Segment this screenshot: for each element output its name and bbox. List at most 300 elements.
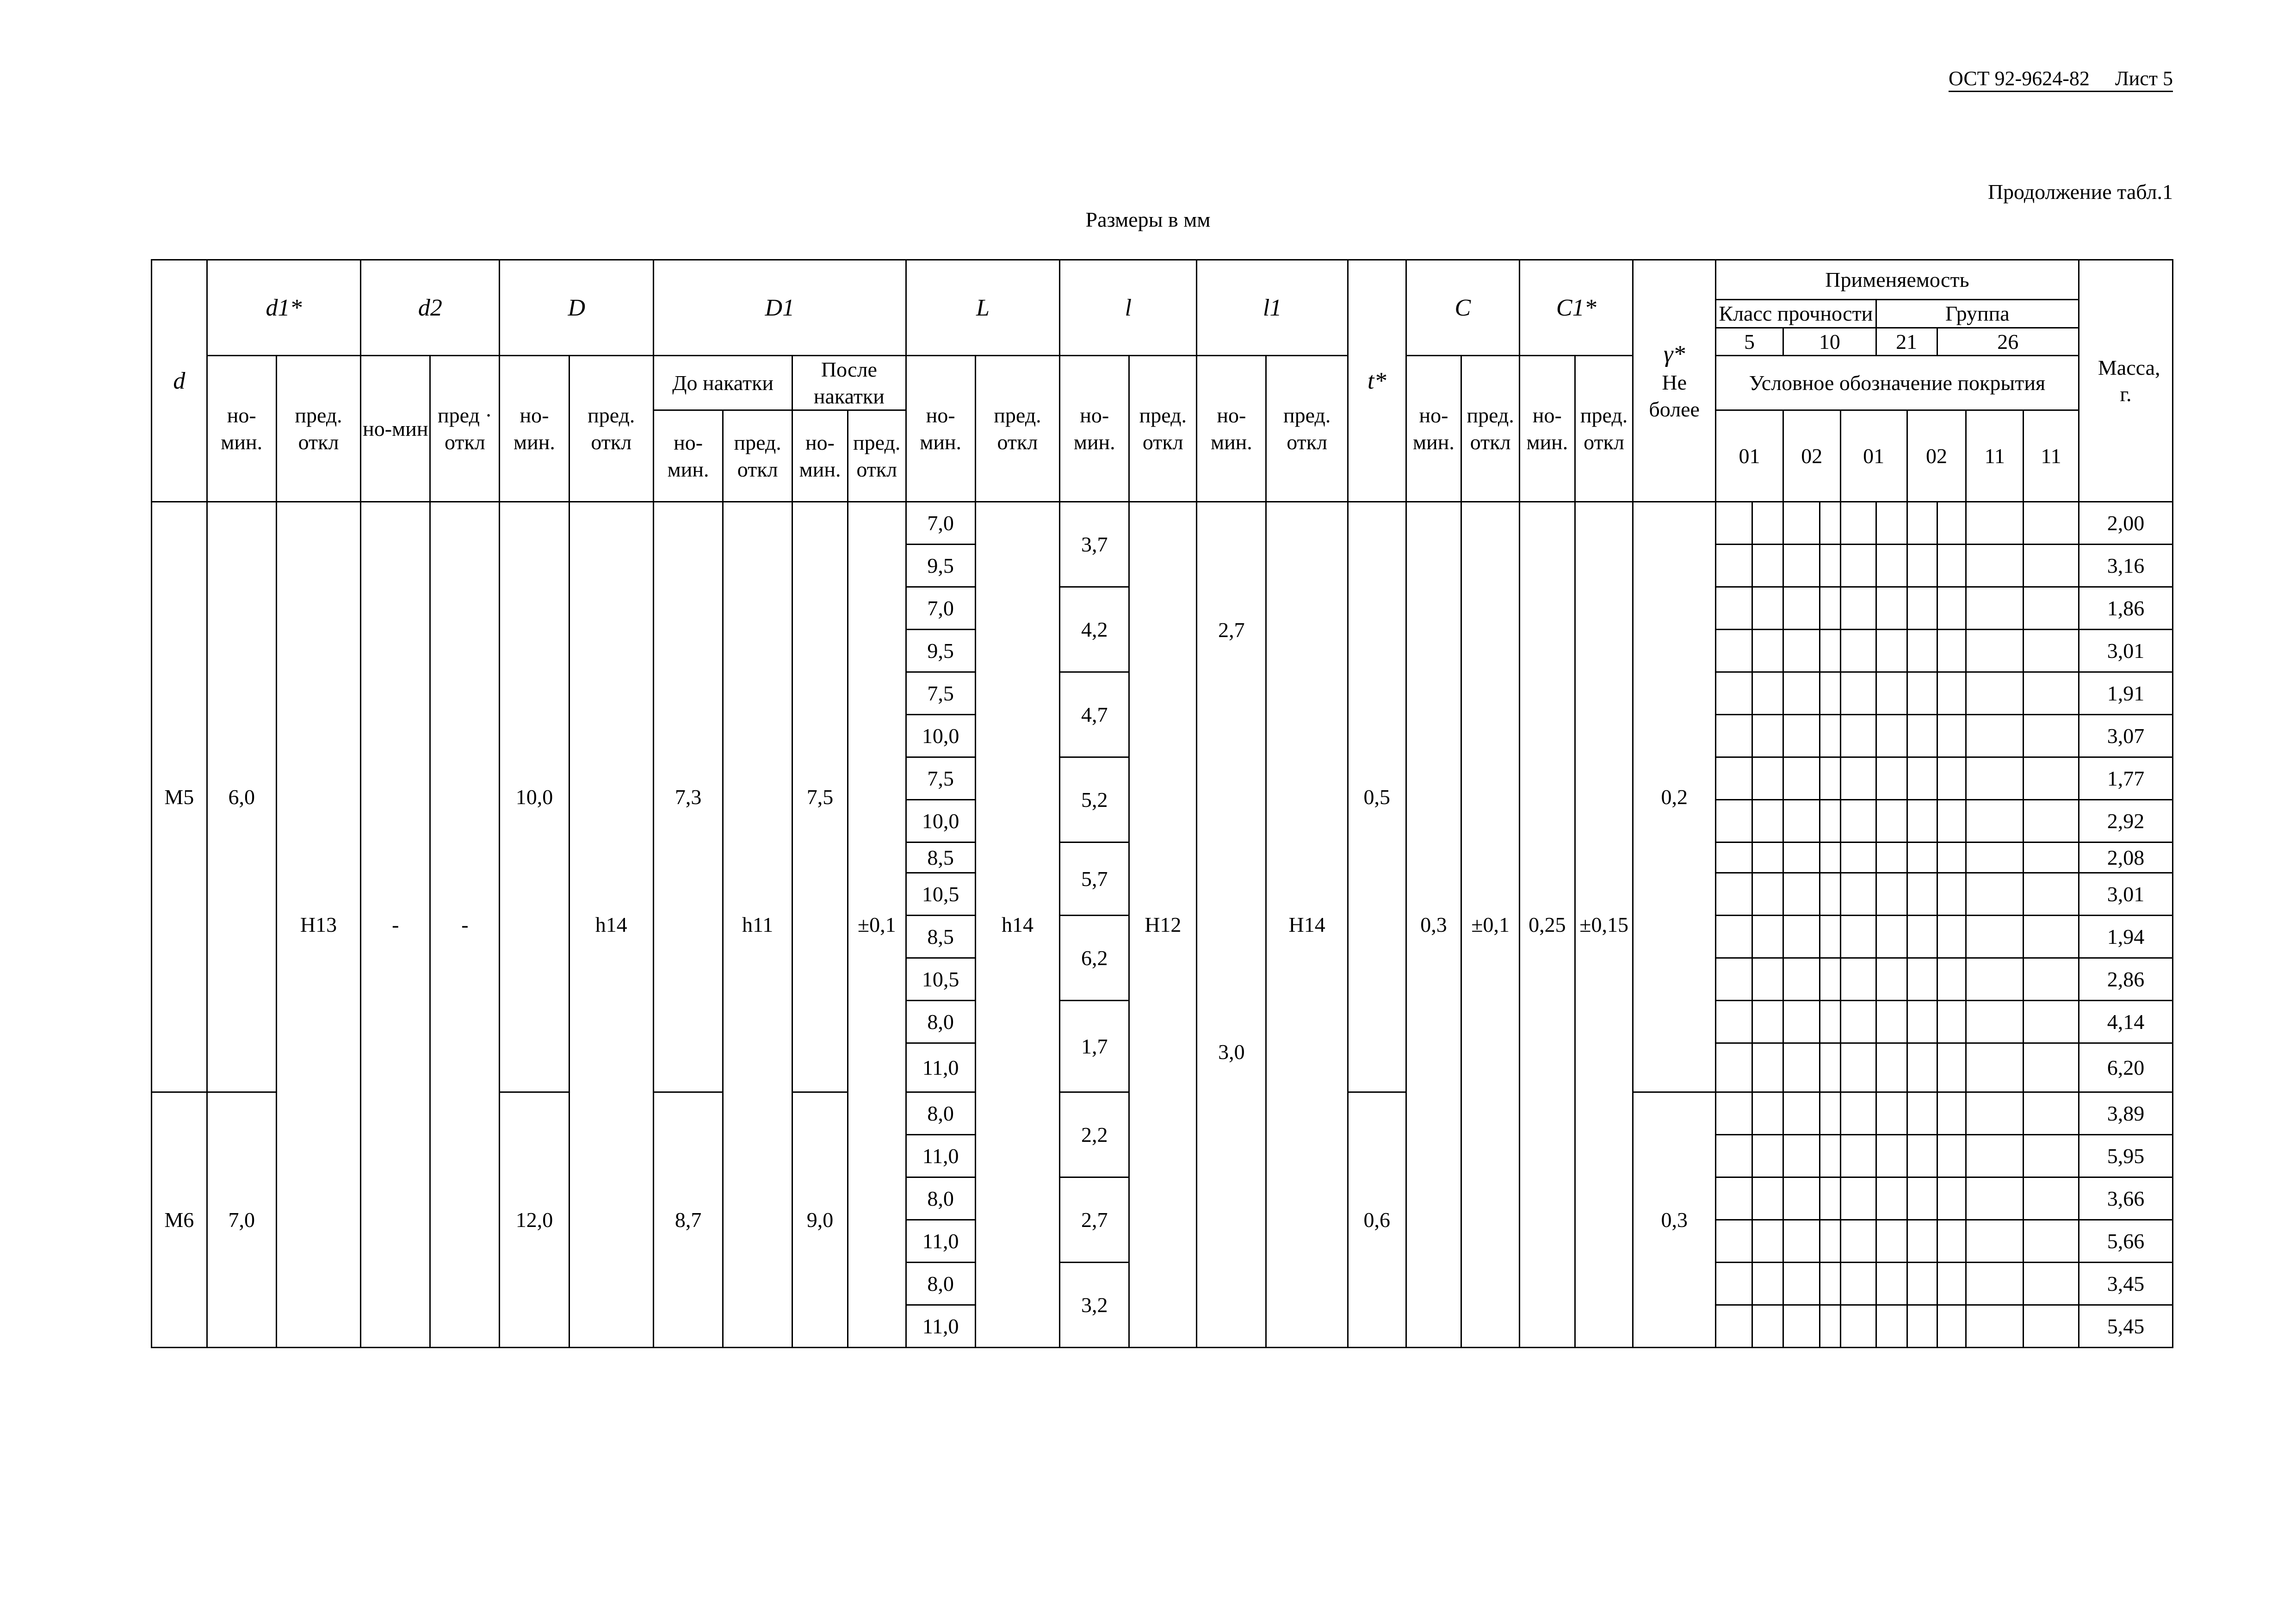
L-value: 8,0 (906, 1177, 975, 1220)
coating-code: 11 (2024, 410, 2079, 502)
group-M5-D1-before: 7,3 (654, 502, 723, 1092)
grid-cell (1937, 757, 1966, 800)
mass-value: 6,20 (2079, 1043, 2172, 1092)
grid-cell (1840, 800, 1876, 842)
mass-value: 2,86 (2079, 958, 2172, 1001)
grid-cell (2024, 545, 2079, 587)
grid-cell (1876, 1263, 1907, 1305)
grid-cell (1820, 873, 1841, 916)
grid-cell (1876, 502, 1907, 545)
grid-cell (1907, 1263, 1937, 1305)
mass-value: 3,16 (2079, 545, 2172, 587)
grid-cell (1907, 587, 1937, 630)
L-value: 7,5 (906, 672, 975, 715)
group-M5-D1-after: 7,5 (792, 502, 848, 1092)
grid-cell (1715, 1092, 1752, 1135)
grid-cell (1715, 873, 1752, 916)
grid-cell (1752, 545, 1783, 587)
grid-cell (1840, 502, 1876, 545)
grid-cell (1715, 842, 1752, 873)
grid-cell (1876, 800, 1907, 842)
grid-cell (1937, 1220, 1966, 1263)
gamma-symbol: γ* (1663, 341, 1685, 367)
grid-cell (1820, 545, 1841, 587)
d1-tolerance: H13 (276, 502, 361, 1348)
grid-cell (1876, 587, 1907, 630)
grid-cell (1752, 1305, 1783, 1348)
col-header-C1: C1* (1520, 260, 1633, 356)
grid-cell (2024, 1177, 2079, 1220)
grid-cell (1937, 715, 1966, 757)
grid-cell (1752, 1177, 1783, 1220)
grid-cell (1715, 1220, 1752, 1263)
grid-cell (1752, 1001, 1783, 1043)
grid-cell (1907, 545, 1937, 587)
mass-value: 2,92 (2079, 800, 2172, 842)
coating-header: Условное обозначение покрытия (1715, 356, 2079, 410)
grid-cell (1966, 1263, 2024, 1305)
group-M6-gamma: 0,3 (1633, 1092, 1715, 1348)
col-header-t: t* (1348, 260, 1406, 502)
grid-cell (1937, 1043, 1966, 1092)
grid-cell (1966, 502, 2024, 545)
grid-cell (1820, 1043, 1841, 1092)
grid-cell (1937, 1177, 1966, 1220)
C1-dev: ±0,15 (1575, 502, 1633, 1348)
grid-cell (1840, 873, 1876, 916)
class-10: 10 (1783, 328, 1876, 356)
grid-cell (1820, 842, 1841, 873)
grid-cell (1715, 1305, 1752, 1348)
grid-cell (1907, 1043, 1937, 1092)
col-header-D: D (500, 260, 654, 356)
grid-cell (1820, 1135, 1841, 1177)
grid-cell (1907, 916, 1937, 958)
col-header-l1: l1 (1197, 260, 1348, 356)
after-knurl-nom: но-мин. (792, 410, 848, 502)
grid-cell (1752, 630, 1783, 672)
L-value: 10,0 (906, 800, 975, 842)
D1-before-tolerance: h11 (723, 502, 792, 1348)
grid-cell (1752, 757, 1783, 800)
grid-cell (1876, 757, 1907, 800)
D1-after-tolerance: ±0,1 (848, 502, 906, 1348)
grid-cell (1907, 502, 1937, 545)
grid-cell (1783, 1001, 1819, 1043)
d1-dev-header: пред. откл (276, 356, 361, 502)
grid-cell (1876, 916, 1907, 958)
l-value: 5,7 (1060, 842, 1129, 916)
continuation-note: Продолжение табл.1 (1987, 180, 2173, 204)
grid-cell (1820, 587, 1841, 630)
L-value: 11,0 (906, 1220, 975, 1263)
L-value: 11,0 (906, 1043, 975, 1092)
grid-cell (1820, 916, 1841, 958)
grid-cell (1840, 1177, 1876, 1220)
grid-cell (1752, 715, 1783, 757)
l-value: 6,2 (1060, 916, 1129, 1001)
L-value: 8,0 (906, 1001, 975, 1043)
mass-value: 2,00 (2079, 502, 2172, 545)
mass-value: 3,01 (2079, 630, 2172, 672)
grid-cell (1783, 1092, 1819, 1135)
grid-cell (1966, 958, 2024, 1001)
grid-cell (1937, 630, 1966, 672)
D-tolerance: h14 (569, 502, 654, 1348)
group-header: Группа (1876, 300, 2079, 328)
L-value: 7,5 (906, 757, 975, 800)
grid-cell (1937, 672, 1966, 715)
grid-cell (1937, 502, 1966, 545)
grid-cell (1783, 1177, 1819, 1220)
grid-cell (1876, 958, 1907, 1001)
coating-code: 01 (1840, 410, 1907, 502)
grid-cell (1783, 958, 1819, 1001)
grid-cell (1840, 1001, 1876, 1043)
col-header-D1: D1 (654, 260, 906, 356)
grid-cell (1937, 1135, 1966, 1177)
L-value: 8,5 (906, 842, 975, 873)
grid-cell (1840, 958, 1876, 1001)
grid-cell (1752, 1220, 1783, 1263)
grid-cell (1876, 1135, 1907, 1177)
grid-cell (1783, 1220, 1819, 1263)
document-header (1949, 68, 2173, 92)
grid-cell (1966, 672, 2024, 715)
grid-cell (1907, 1001, 1937, 1043)
group-26: 26 (1937, 328, 2079, 356)
L-value: 8,5 (906, 916, 975, 958)
l-value: 3,2 (1060, 1263, 1129, 1348)
grid-cell (1752, 672, 1783, 715)
grid-cell (1840, 630, 1876, 672)
grid-cell (1820, 715, 1841, 757)
grid-cell (1840, 842, 1876, 873)
grid-cell (2024, 916, 2079, 958)
C-nom-header: но-мин. (1406, 356, 1461, 502)
units-caption: Размеры в мм (1085, 208, 1211, 231)
grid-cell (1840, 672, 1876, 715)
grid-cell (1715, 672, 1752, 715)
grid-cell (2024, 1135, 2079, 1177)
grid-cell (1715, 502, 1752, 545)
grid-cell (1907, 1092, 1937, 1135)
l1-value: 3,0 (1197, 757, 1266, 1348)
grid-cell (1966, 545, 2024, 587)
col-header-mass: Масса, г. (2079, 260, 2172, 502)
grid-cell (1752, 587, 1783, 630)
grid-cell (1820, 1263, 1841, 1305)
class-5: 5 (1715, 328, 1783, 356)
grid-cell (1966, 715, 2024, 757)
grid-cell (1783, 502, 1819, 545)
grid-cell (2024, 630, 2079, 672)
col-header-d2: d2 (361, 260, 500, 356)
grid-cell (1876, 630, 1907, 672)
grid-cell (1966, 587, 2024, 630)
grid-cell (1783, 757, 1819, 800)
l-value: 3,7 (1060, 502, 1129, 587)
mass-value: 1,91 (2079, 672, 2172, 715)
grid-cell (2024, 1001, 2079, 1043)
grid-cell (1715, 800, 1752, 842)
L-value: 8,0 (906, 1092, 975, 1135)
grid-cell (1752, 1043, 1783, 1092)
grid-cell (1876, 1001, 1907, 1043)
grid-cell (1783, 800, 1819, 842)
d2-nom-header: но-мин (361, 356, 430, 502)
grid-cell (1966, 757, 2024, 800)
d1-nom-header: но-мин. (207, 356, 276, 502)
grid-cell (2024, 1092, 2079, 1135)
col-header-d1: d1* (207, 260, 361, 356)
grid-cell (1907, 873, 1937, 916)
grid-cell (1966, 630, 2024, 672)
mass-value: 3,66 (2079, 1177, 2172, 1220)
mass-value: 3,07 (2079, 715, 2172, 757)
C1-nom-header: но-мин. (1520, 356, 1575, 502)
grid-cell (1937, 1001, 1966, 1043)
grid-cell (1937, 545, 1966, 587)
grid-cell (1715, 1177, 1752, 1220)
grid-cell (1783, 545, 1819, 587)
L-value: 10,5 (906, 873, 975, 916)
grid-cell (1840, 757, 1876, 800)
grid-cell (1752, 916, 1783, 958)
grid-cell (1752, 1263, 1783, 1305)
grid-cell (1840, 715, 1876, 757)
before-knurl-header: До накатки (654, 356, 792, 410)
grid-cell (1820, 1177, 1841, 1220)
before-knurl-dev: пред. откл (723, 410, 792, 502)
L-value: 8,0 (906, 1263, 975, 1305)
grid-cell (1715, 545, 1752, 587)
grid-cell (1966, 1220, 2024, 1263)
gamma-note: Не более (1649, 371, 1700, 421)
grid-cell (1907, 1305, 1937, 1348)
col-header-C: C (1406, 260, 1519, 356)
C1-nom: 0,25 (1520, 502, 1575, 1348)
C-nom: 0,3 (1406, 502, 1461, 1348)
grid-cell (1966, 1305, 2024, 1348)
D-nom-header: но-мин. (500, 356, 569, 502)
L-value: 11,0 (906, 1305, 975, 1348)
grid-cell (1907, 630, 1937, 672)
grid-cell (1966, 1043, 2024, 1092)
grid-cell (1715, 587, 1752, 630)
grid-cell (2024, 502, 2079, 545)
L-value: 11,0 (906, 1135, 975, 1177)
grid-cell (1840, 1263, 1876, 1305)
grid-cell (1876, 1220, 1907, 1263)
L-value: 7,0 (906, 587, 975, 630)
L-value: 10,5 (906, 958, 975, 1001)
grid-cell (2024, 873, 2079, 916)
coating-code: 02 (1907, 410, 1966, 502)
mass-value: 3,45 (2079, 1263, 2172, 1305)
grid-cell (1876, 1043, 1907, 1092)
mass-value: 3,01 (2079, 873, 2172, 916)
grid-cell (1752, 842, 1783, 873)
mass-value: 5,45 (2079, 1305, 2172, 1348)
grid-cell (1876, 545, 1907, 587)
grid-cell (1840, 545, 1876, 587)
grid-cell (1840, 1043, 1876, 1092)
grid-cell (1820, 1092, 1841, 1135)
group-M5-d: M5 (152, 502, 207, 1092)
l-nom-header: но-мин. (1060, 356, 1129, 502)
l1-value: 2,7 (1197, 502, 1266, 757)
mass-value: 5,95 (2079, 1135, 2172, 1177)
grid-cell (1783, 715, 1819, 757)
grid-cell (1876, 672, 1907, 715)
group-M6-D1-after: 9,0 (792, 1092, 848, 1348)
group-M5-d1: 6,0 (207, 502, 276, 1092)
grid-cell (2024, 715, 2079, 757)
grid-cell (1937, 800, 1966, 842)
grid-cell (2024, 672, 2079, 715)
L-tolerance: h14 (975, 502, 1060, 1348)
grid-cell (1820, 630, 1841, 672)
grid-cell (1876, 1092, 1907, 1135)
grid-cell (1840, 1220, 1876, 1263)
grid-cell (1907, 1220, 1937, 1263)
grid-cell (1715, 757, 1752, 800)
grid-cell (1907, 757, 1937, 800)
grid-cell (1752, 1092, 1783, 1135)
grid-cell (1752, 800, 1783, 842)
grid-cell (1783, 1305, 1819, 1348)
grid-cell (1715, 1043, 1752, 1092)
mass-value: 3,89 (2079, 1092, 2172, 1135)
grid-cell (1937, 842, 1966, 873)
l1-tolerance: H14 (1266, 502, 1348, 1348)
mass-value: 2,08 (2079, 842, 2172, 873)
mass-value: 4,14 (2079, 1001, 2172, 1043)
coating-code: 11 (1966, 410, 2024, 502)
before-knurl-nom: но-мин. (654, 410, 723, 502)
grid-cell (1966, 800, 2024, 842)
col-header-applicability: Применяемость (1715, 260, 2079, 300)
C1-dev-header: пред. откл (1575, 356, 1633, 502)
grid-cell (1820, 757, 1841, 800)
grid-cell (1783, 873, 1819, 916)
grid-cell (1715, 958, 1752, 1001)
group-M5-t: 0,5 (1348, 502, 1406, 1092)
d2-dev-header: пред · откл (430, 356, 500, 502)
grid-cell (2024, 1220, 2079, 1263)
grid-cell (1715, 630, 1752, 672)
grid-cell (1966, 842, 2024, 873)
l-value: 5,2 (1060, 757, 1129, 842)
grid-cell (1840, 916, 1876, 958)
l-value: 4,7 (1060, 672, 1129, 757)
grid-cell (1820, 502, 1841, 545)
l-value: 2,2 (1060, 1092, 1129, 1177)
grid-cell (1840, 1305, 1876, 1348)
l-value: 4,2 (1060, 587, 1129, 672)
grid-cell (1937, 1092, 1966, 1135)
grid-cell (1937, 958, 1966, 1001)
grid-cell (1876, 873, 1907, 916)
grid-cell (1752, 873, 1783, 916)
grid-cell (1907, 1135, 1937, 1177)
D-dev-header: пред. откл (569, 356, 654, 502)
group-M6-D: 12,0 (500, 1092, 569, 1348)
l-value: 2,7 (1060, 1177, 1129, 1263)
C-dev: ±0,1 (1461, 502, 1520, 1348)
grid-cell (1783, 842, 1819, 873)
strength-class-header: Класс прочности (1715, 300, 1876, 328)
grid-cell (1715, 1001, 1752, 1043)
grid-cell (1907, 672, 1937, 715)
group-M5-D: 10,0 (500, 502, 569, 1092)
grid-cell (1752, 502, 1783, 545)
grid-cell (1783, 1263, 1819, 1305)
grid-cell (1876, 1305, 1907, 1348)
group-M6-d1: 7,0 (207, 1092, 276, 1348)
grid-cell (2024, 1043, 2079, 1092)
doc-number: ОСТ 92-9624-82 (1949, 67, 2090, 90)
L-value: 10,0 (906, 715, 975, 757)
grid-cell (2024, 1305, 2079, 1348)
grid-cell (1966, 916, 2024, 958)
grid-cell (1966, 873, 2024, 916)
col-header-d: d (152, 260, 207, 502)
grid-cell (1820, 800, 1841, 842)
grid-cell (1876, 1177, 1907, 1220)
grid-cell (1840, 587, 1876, 630)
group-M5-gamma: 0,2 (1633, 502, 1715, 1092)
grid-cell (1937, 1305, 1966, 1348)
C-dev-header: пред. откл (1461, 356, 1520, 502)
grid-cell (1783, 916, 1819, 958)
l1-nom-header: но-мин. (1197, 356, 1266, 502)
grid-cell (1820, 672, 1841, 715)
mass-value: 1,86 (2079, 587, 2172, 630)
grid-cell (1937, 873, 1966, 916)
group-M6-t: 0,6 (1348, 1092, 1406, 1348)
L-value: 9,5 (906, 545, 975, 587)
grid-cell (1715, 1263, 1752, 1305)
grid-cell (1820, 1305, 1841, 1348)
grid-cell (1907, 800, 1937, 842)
L-nom-header: но-мин. (906, 356, 975, 502)
grid-cell (2024, 587, 2079, 630)
grid-cell (1907, 1177, 1937, 1220)
grid-cell (1820, 1001, 1841, 1043)
grid-cell (1966, 1001, 2024, 1043)
grid-cell (2024, 842, 2079, 873)
after-knurl-dev: пред. откл (848, 410, 906, 502)
grid-cell (1715, 1135, 1752, 1177)
L-dev-header: пред. откл (975, 356, 1060, 502)
grid-cell (1966, 1092, 2024, 1135)
mass-value: 5,66 (2079, 1220, 2172, 1263)
L-value: 7,0 (906, 502, 975, 545)
grid-cell (1907, 715, 1937, 757)
mass-value: 1,77 (2079, 757, 2172, 800)
grid-cell (1752, 958, 1783, 1001)
d2-dev: - (430, 502, 500, 1348)
grid-cell (1715, 715, 1752, 757)
grid-cell (1937, 916, 1966, 958)
grid-cell (2024, 958, 2079, 1001)
grid-cell (1783, 630, 1819, 672)
grid-cell (1820, 1220, 1841, 1263)
grid-cell (1820, 958, 1841, 1001)
l-value: 1,7 (1060, 1001, 1129, 1092)
